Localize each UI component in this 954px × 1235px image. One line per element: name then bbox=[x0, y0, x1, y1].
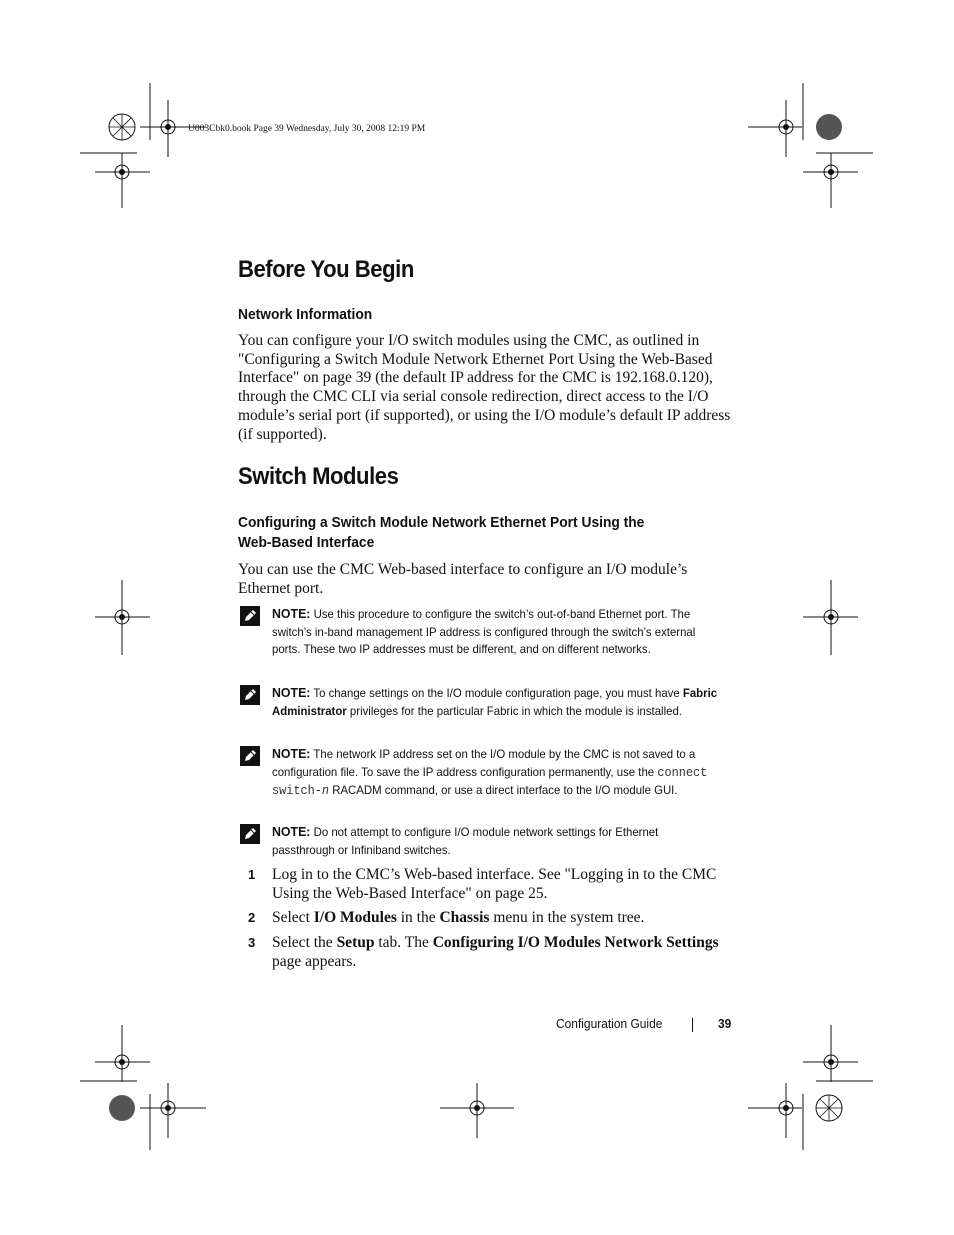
heading-switch-modules: Switch Modules bbox=[238, 463, 399, 490]
step-3-text-c: page appears. bbox=[272, 953, 357, 970]
io-modules-menu-term: I/O Modules bbox=[313, 909, 397, 926]
note-label: NOTE: bbox=[272, 606, 311, 621]
step-3-text bbox=[272, 933, 742, 971]
subheading-configuring-port bbox=[238, 513, 680, 553]
note-4 bbox=[238, 823, 738, 859]
note-label: NOTE: bbox=[272, 824, 311, 839]
note-1 bbox=[238, 605, 738, 675]
configuring-io-modules-page-term: Configuring I/O Modules Network Settings bbox=[432, 934, 719, 951]
racadm-command: connect switch- bbox=[272, 765, 708, 798]
step-number: 3 bbox=[248, 935, 256, 950]
racadm-command-variable: n bbox=[321, 784, 330, 798]
print-slug: U003Cbk0.book Page 39 Wednesday, July 30, 2008 12:19 PM bbox=[188, 124, 426, 134]
fabric-administrator-term: Fabric Administrator bbox=[272, 686, 718, 718]
step-1 bbox=[248, 865, 738, 905]
note-2-text bbox=[272, 684, 719, 720]
step-3-text-a: Select the bbox=[272, 934, 333, 951]
note-2-body-start: To change settings on the I/O module configuration page, you must have bbox=[313, 686, 680, 700]
pencil-note-icon bbox=[240, 746, 260, 766]
subheading-network-information: Network Information bbox=[238, 306, 373, 323]
subheading-line-2: Web-Based Interface bbox=[238, 534, 375, 551]
note-1-body: Use this procedure to configure the switch’s out-of-band Ethernet port. The switch’s in-band management IP address is configured through the switch’s external ports. These two IP addresses must be different, and on different networks. bbox=[272, 607, 696, 656]
pencil-note-icon bbox=[240, 824, 260, 844]
chassis-menu-term: Chassis bbox=[439, 909, 490, 926]
paragraph-network-information: You can configure your I/O switch modules using the CMC, as outlined in "Configuring a Switch Module Network Ethernet Port Using the Web-Based Interface" on page 39 (the default IP address for the CMC is 192.168.0.120), through the CMC CLI via serial console redirection, direct access to the I/O module’s serial port (if supported), or using the I/O module’s default IP address (if supported). bbox=[238, 332, 731, 443]
step-3 bbox=[248, 933, 738, 973]
note-4-body: Do not attempt to configure I/O module network settings for Ethernet passthrough or Infiniband switches. bbox=[272, 825, 659, 857]
step-number: 1 bbox=[248, 867, 256, 882]
step-2-text bbox=[272, 908, 742, 927]
footer-divider bbox=[692, 1018, 693, 1032]
step-1-text: Log in to the CMC’s Web-based interface. See "Logging in to the CMC Using the Web-Based Interface" on page 25. bbox=[272, 866, 717, 902]
note-2-body-end: privileges for the particular Fabric in which the module is installed. bbox=[349, 703, 682, 718]
note-3-body-end: RACADM command, or use a direct interface to the I/O module GUI. bbox=[332, 783, 678, 797]
step-number: 2 bbox=[248, 910, 256, 925]
step-2 bbox=[248, 908, 738, 928]
step-2-text-c: menu in the system tree. bbox=[493, 909, 645, 926]
note-1-text bbox=[272, 605, 719, 659]
note-3-text bbox=[272, 745, 719, 801]
note-label: NOTE: bbox=[272, 685, 311, 700]
heading-before-you-begin: Before You Begin bbox=[238, 256, 414, 283]
page-number: 39 bbox=[718, 1016, 732, 1031]
step-3-text-b: tab. The bbox=[378, 934, 429, 951]
note-3 bbox=[238, 745, 738, 817]
pencil-note-icon bbox=[240, 685, 260, 705]
note-3-body-start: The network IP address set on the I/O module by the CMC is not saved to a configuration file. To save the IP address configuration permanently, use the bbox=[272, 747, 696, 779]
paragraph-web-interface: You can use the CMC Web-based interface to configure an I/O module’s Ethernet port. bbox=[238, 561, 688, 597]
step-2-text-b: in the bbox=[400, 909, 436, 926]
note-4-text bbox=[272, 823, 719, 859]
subheading-line-1: Configuring a Switch Module Network Ethernet Port Using the bbox=[238, 514, 645, 531]
note-2 bbox=[238, 684, 738, 736]
note-label: NOTE: bbox=[272, 746, 311, 761]
footer-title: Configuration Guide bbox=[556, 1016, 663, 1031]
step-2-text-a: Select bbox=[272, 909, 310, 926]
setup-tab-term: Setup bbox=[336, 934, 375, 951]
pencil-note-icon bbox=[240, 606, 260, 626]
